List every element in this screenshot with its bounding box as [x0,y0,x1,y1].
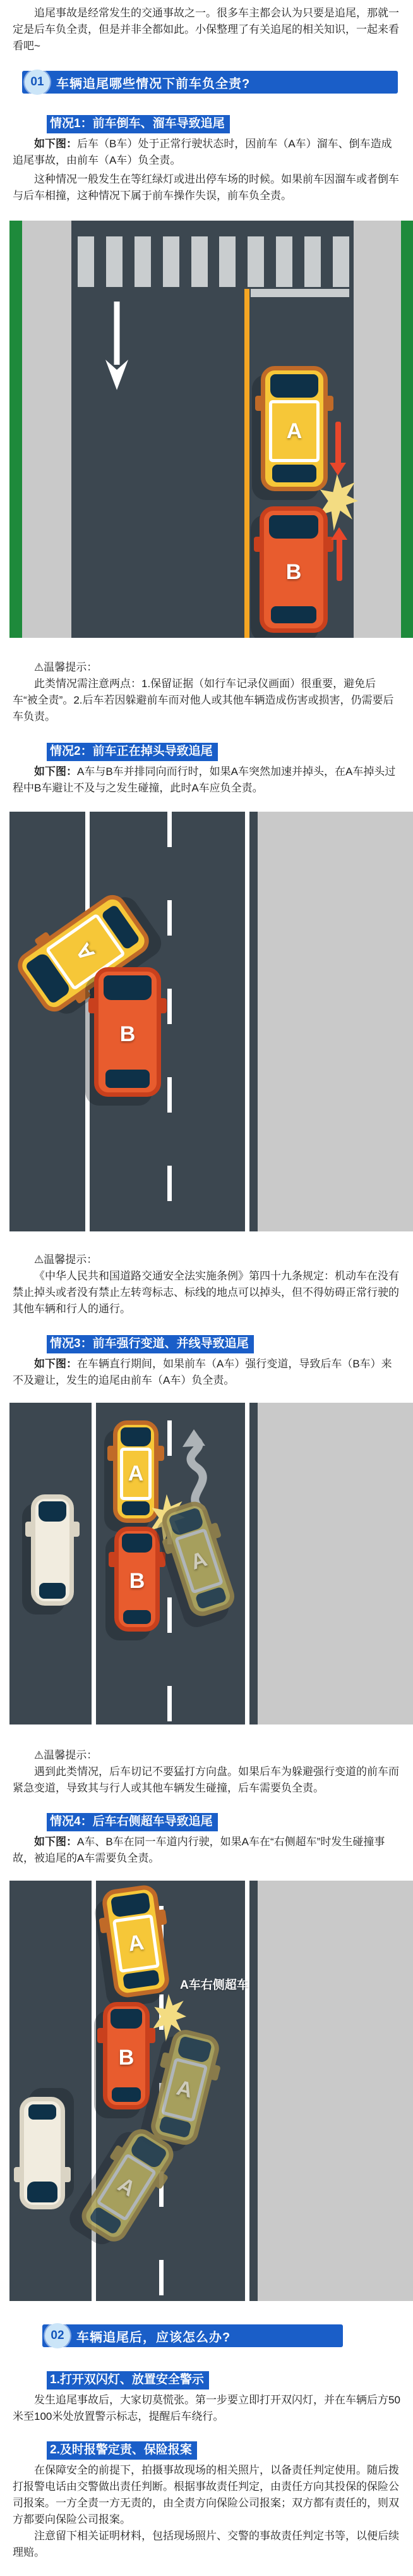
tip-text: 此类情况需注意两点：1.保留证据（如行车记录仪画面）很重要，避免后车“被全责”。2.后车若因躲避前车而对他人或其他车辆造成伤害或损害，仍需要后车负责。 [13,678,394,723]
sidewalk [258,1881,413,2301]
lane-dash-line [167,812,172,1231]
illustration-reversing [9,221,413,638]
case4-description: 如下图：A车、B车在同一车道内行驶，如果A车在“右侧超车”时发生碰撞事故，被追尾的A车需要负全责。 [13,1836,385,1864]
car-b-label: B [285,559,302,584]
stop-line [251,289,349,297]
center-line [244,289,249,638]
rear-window [272,465,316,482]
illustration-uturn [9,812,413,1231]
crosswalk [78,236,349,287]
car-a-label: A [45,913,126,991]
windshield [111,1893,151,1918]
tip-text: 《中华人民共和国道路交通安全法实施条例》第四十九条规定：机动车在没有禁止掉头或者没有禁止左转弯标志、标线的地点可以掉头，但不得妨碍正常行驶的其他车辆和行人的通行。 [13,1270,399,1315]
car-a-label: A [112,1914,160,1974]
windshield [111,2009,141,2029]
car-b [260,506,328,633]
windshield [104,975,151,999]
tip-label: ⚠温馨提示： [34,1254,98,1266]
windshield [121,1427,151,1446]
case2-description: 如下图：A车与B车并排同向而行时，如果A车突然加速并掉头，在A车掉头过程中B车避让不及与之发生碰撞，此时A车应负全责。 [13,766,396,794]
case1-description: 如下图：后车（B车）处于正常行驶状态时，因前车（A车）溜车、倒车造成追尾事故，由前车（A车）负全责。 [13,138,392,166]
white-car [20,2097,65,2209]
case3-description: 如下图：在车辆直行期间，如果前车（A车）强行变道，导致后车（B车）来不及避让，发生的追尾由前车（A车）负全责。 [13,1358,392,1386]
rear-window [39,1583,65,1598]
section-banner-02 [42,2324,343,2347]
tip-label: ⚠温馨提示： [34,661,98,673]
illustration-overtake [9,1881,413,2301]
green-verge [401,221,413,638]
lane-line [245,1403,249,1724]
step2-note: 注意留下相关证明材料，包括现场照片、交警的事故责任判定书等，以便后续理赔。 [13,2530,399,2558]
lane-direction-arrow-icon [103,302,131,390]
case1-extra: 这种情况一般发生在等红绿灯或进出停车场的时候。如果前车因溜车或者倒车与后车相撞，这种情况下属于前车操作失误，前车负全责。 [13,173,399,202]
white-car [31,1494,74,1606]
intro-paragraph: 追尾事故是经常发生的交通事故之一。很多车主都会认为只要是追尾，那就一定是后车负全责，但是并非全都如此。小保整理了有关追尾的相关知识，一起来看看吧~ [13,7,399,52]
lane-line [245,1881,249,2301]
windshield [39,1501,66,1522]
rear-window [271,606,316,624]
see-below-label: 如下图： [34,1836,77,1848]
case2-heading: 情况2：前车正在掉头导致追尾 [47,743,218,761]
car-a-label: A [269,400,319,462]
car-a-label: A [96,2153,157,2221]
windshield [269,515,318,539]
case1-heading: 情况1：前车倒车、溜车导致追尾 [47,115,230,133]
lane-line [92,1881,96,2301]
rear-window [28,2104,56,2120]
section-number-badge: 01 [25,70,50,95]
car-b [94,967,161,1097]
car-b [114,1527,160,1632]
step2-heading: 2.及时报警定责、保险报案 [47,2441,197,2460]
rear-window [123,1610,151,1625]
overtake-label: A车右侧超车 [180,1979,249,1992]
see-below-label: 如下图： [34,138,77,150]
windshield [27,2182,57,2202]
car-b-label: B [118,2046,135,2070]
rear-window [105,1070,150,1088]
forward-arrow-icon [337,532,342,581]
sidewalk [258,1403,413,1724]
car-b-label: B [119,1022,136,1047]
sidewalk [22,221,71,638]
see-below-label: 如下图： [34,766,77,778]
section-banner-01 [22,71,398,94]
green-verge [9,221,22,638]
reverse-arrow-icon [335,422,341,471]
car-a [261,366,328,491]
car-a-label: A [120,1448,152,1500]
car-b-label: B [129,1569,145,1593]
case4-heading: 情况4：后车右侧超车导致追尾 [47,1813,218,1831]
case3-heading: 情况3：前车强行变道、并线导致追尾 [47,1335,254,1353]
step1-text: 发生追尾事故后，大家切莫慌张。第一步要立即打开双闪灯，并在车辆后方50米至100米处放置警示标志，提醒后车绕行。 [13,2394,400,2422]
car-b [103,2002,150,2109]
rear-window [122,1501,150,1515]
car-a-label: A [174,1528,224,1594]
car-a-label: A [161,2057,208,2122]
rear-window [123,1970,160,1989]
sidewalk [258,812,413,1231]
section-number-badge: 02 [45,2323,70,2348]
lane-line [245,812,249,1231]
see-below-label: 如下图： [34,1358,77,1370]
lane-line [92,1403,96,1724]
tip-label: ⚠温馨提示： [34,1749,98,1761]
rear-window [112,2087,141,2102]
step1-heading: 1.打开双闪灯、放置安全警示 [47,2371,209,2390]
windshield [122,1534,152,1553]
tip-text: 遇到此类情况，后车切记不要猛打方向盘。如果后车为躲避强行变道的前车而紧急变道，导致其与行人或其他车辆发生碰撞，后车需要负全责。 [13,1766,399,1794]
section-title: 车辆追尾后，应该怎么办? [76,2330,231,2345]
windshield [270,374,318,398]
step2-text: 在保障安全的前提下，拍摄事故现场的相关照片，以备责任判定使用。随后拨打报警电话由交警做出责任判断。根据事故责任判定，由责任方向其投保的保险公司报案。一方全责一方无责的，由全责方向保险公司报案；双方都有责任的，则双方都要向保险公司报案。 [13,2464,399,2525]
car-roof [38,1523,67,1582]
car-roof [27,2121,58,2180]
illustration-lane-change [9,1403,413,1724]
sidewalk [354,221,401,638]
lane-line [85,812,90,1231]
section-title: 车辆追尾哪些情况下前车负全责? [56,76,251,91]
